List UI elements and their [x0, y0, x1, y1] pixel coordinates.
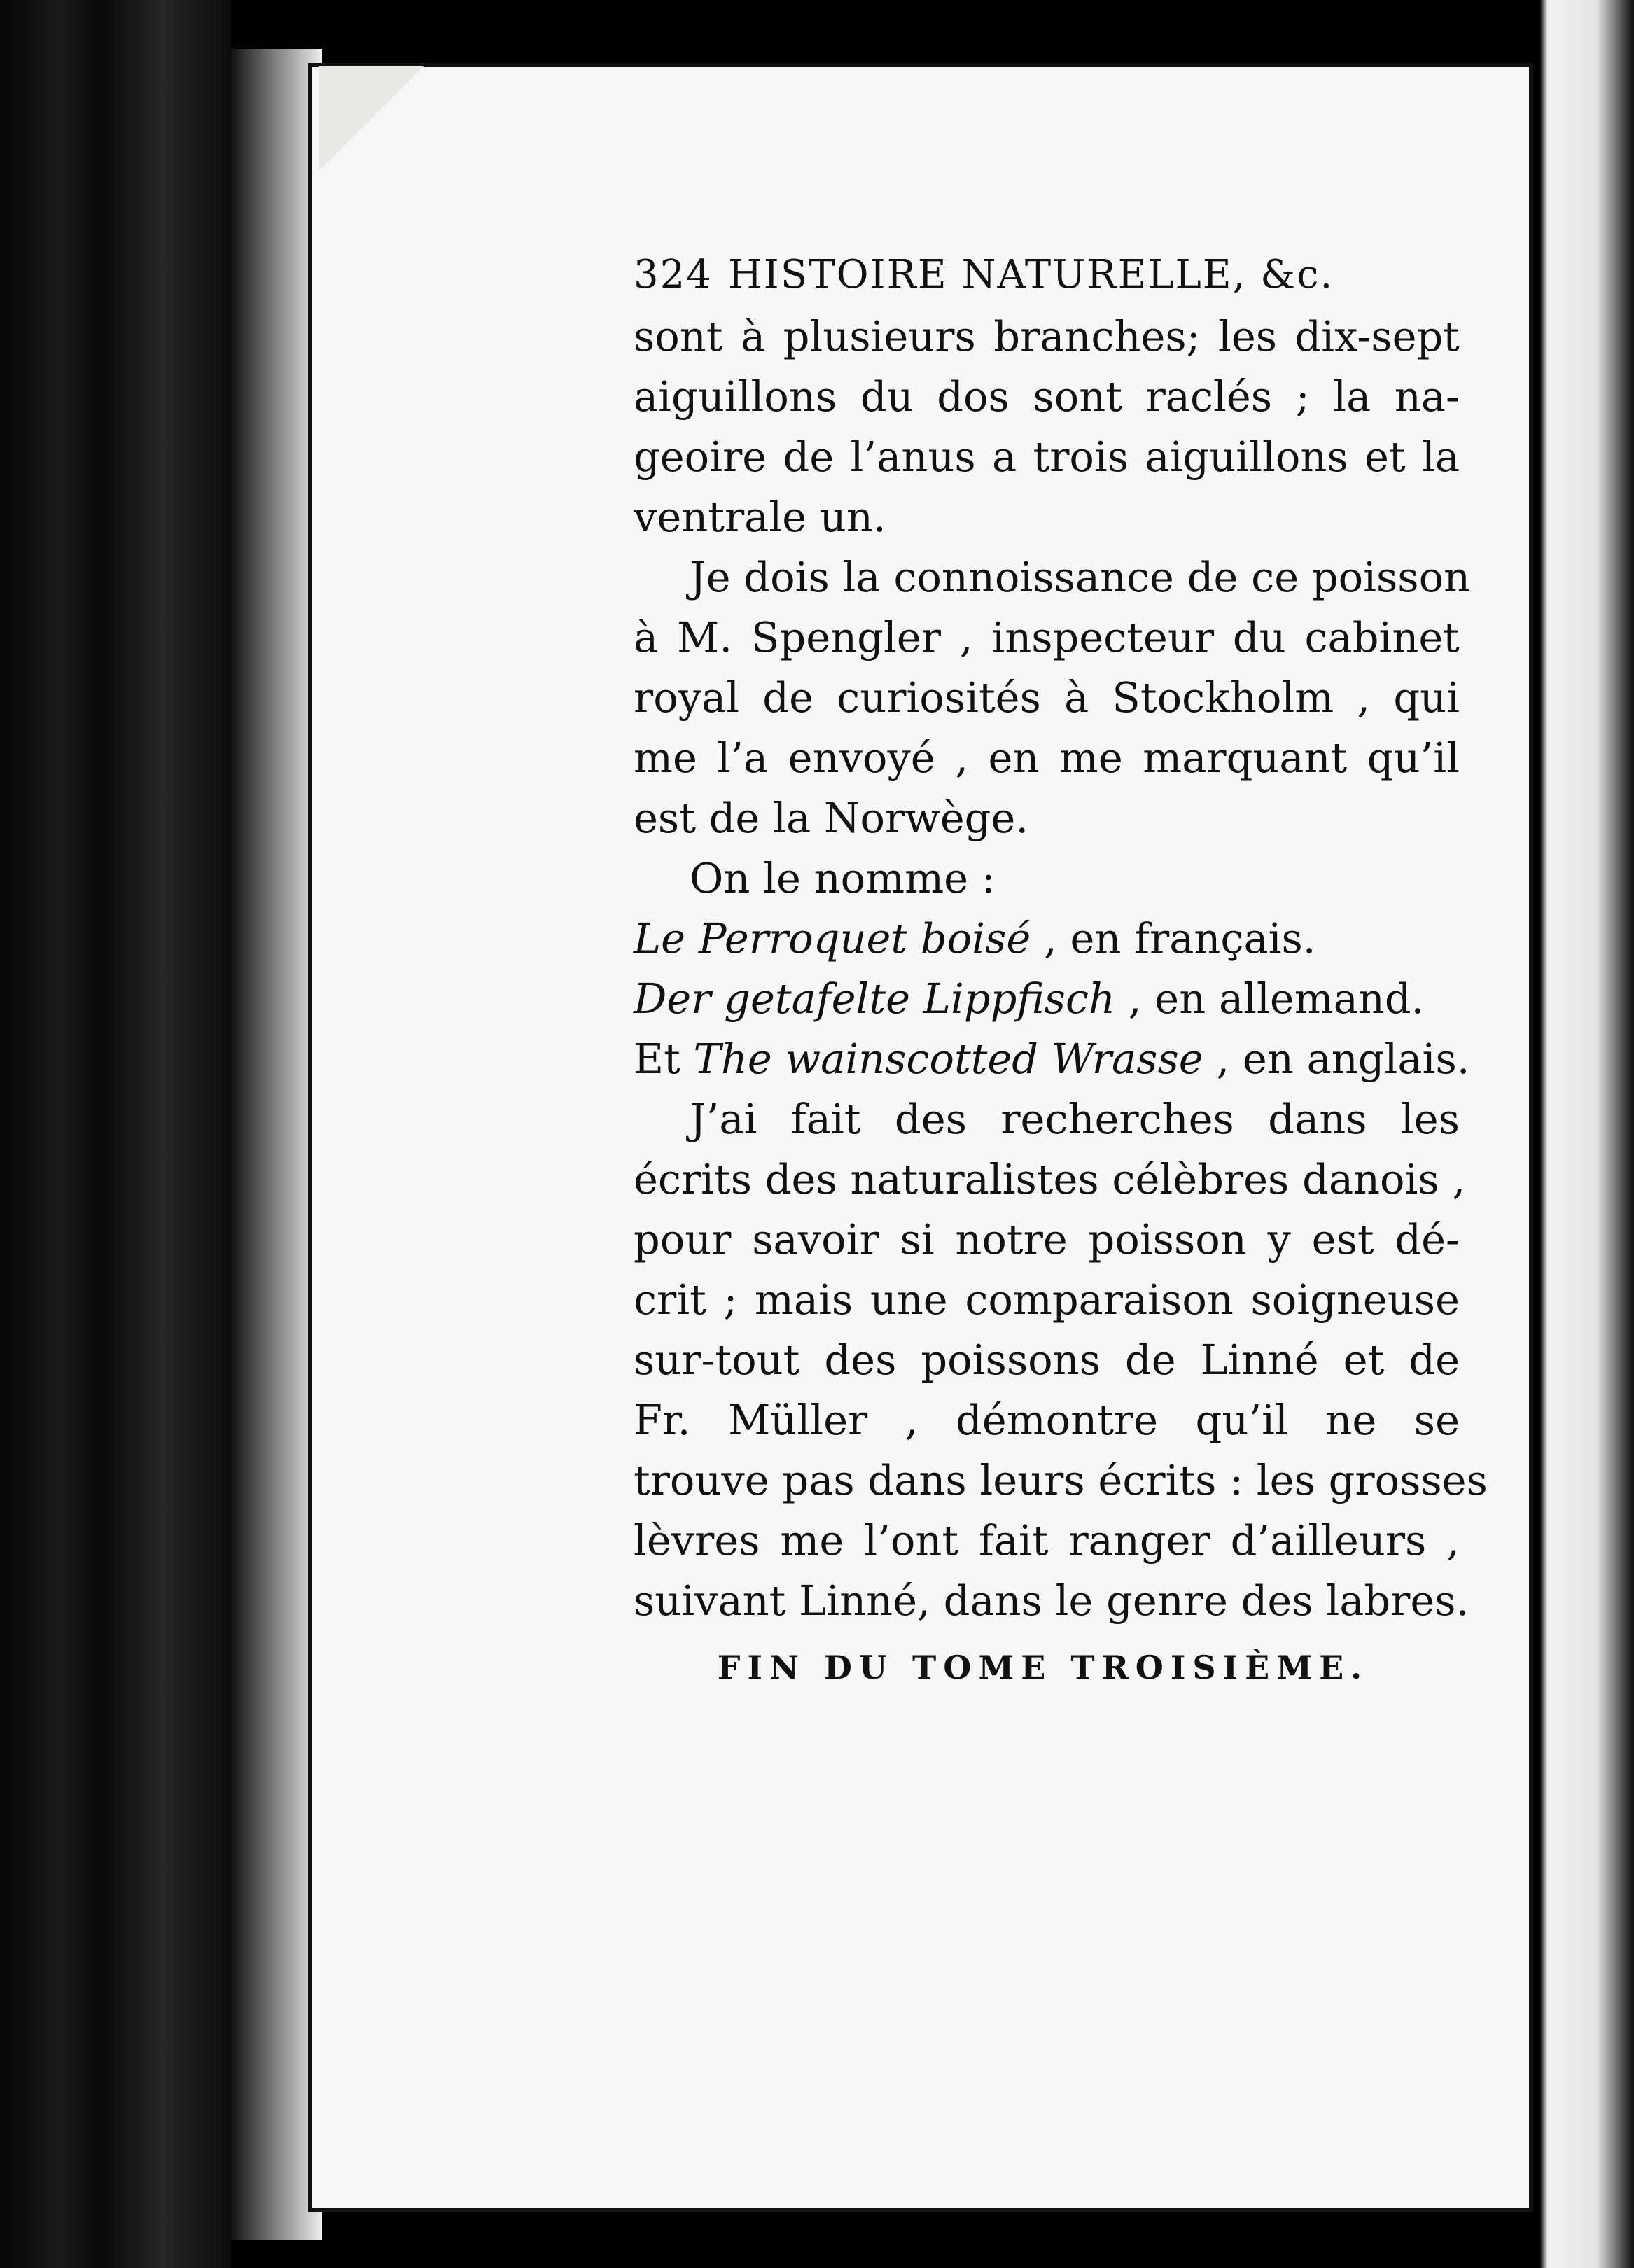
fish-name-english: The wainscotted Wrasse: [693, 1035, 1203, 1083]
text-line: On le nomme :: [690, 854, 996, 902]
text-line: à M. Spengler , inspecteur du cabinet: [634, 613, 1460, 662]
name-prefix: Et: [634, 1035, 694, 1083]
text-line: est de la Norwège.: [634, 794, 1029, 842]
text-line: crit ; mais une comparaison soigneuse: [634, 1275, 1460, 1324]
page-number: 324: [634, 252, 713, 298]
language-label: , en français.: [1031, 914, 1316, 962]
text-line: royal de curiosités à Stockholm , qui: [634, 673, 1460, 722]
text-line: me l’a envoyé , en me marquant qu’il: [634, 734, 1460, 782]
name-line-english: [634, 1029, 1470, 1089]
running-header: [634, 245, 1460, 305]
text-line: écrits des naturalistes célèbres danois ,: [634, 1155, 1466, 1203]
book-binding-left: [0, 0, 231, 2268]
text-line: suivant Linné, dans le genre des labres.: [634, 1576, 1469, 1625]
text-line: geoire de l’anus a trois aiguillons et la: [634, 433, 1460, 481]
end-of-volume-note: FIN DU TOME TROISIÈME.: [717, 1648, 1369, 1686]
text-line: sont à plusieurs branches; les dix-sept: [634, 312, 1460, 360]
text-line: lèvres me l’ont fait ranger d’ailleurs ,: [634, 1516, 1460, 1564]
fish-name-french: Le Perroquet boisé: [634, 914, 1031, 962]
page-text-block: [634, 245, 1488, 1631]
name-line-german: [634, 969, 1460, 1029]
fish-name-german: Der getafelte Lippfisch: [634, 974, 1116, 1023]
text-line: sur-tout des poissons de Linné et de: [634, 1336, 1460, 1384]
page-corner-curl: [319, 66, 424, 172]
language-label: , en allemand.: [1115, 974, 1425, 1023]
book-binding-right: [1540, 0, 1634, 2268]
text-line: J’ai fait des recherches dans les: [690, 1095, 1460, 1143]
language-label: , en anglais.: [1203, 1035, 1470, 1083]
text-line: trouve pas dans leurs écrits : les grosses: [634, 1456, 1488, 1504]
name-line-french: [634, 909, 1460, 969]
text-line: Fr. Müller , démontre qu’il ne se: [634, 1396, 1460, 1444]
text-line: pour savoir si notre poisson y est dé-: [634, 1215, 1460, 1264]
running-title: HISTOIRE NATURELLE, &c.: [727, 252, 1334, 298]
text-line: aiguillons du dos sont raclés ; la na-: [634, 372, 1460, 421]
text-line: ventrale un.: [634, 493, 886, 541]
text-line: Je dois la connoissance de ce poisson: [690, 553, 1471, 601]
